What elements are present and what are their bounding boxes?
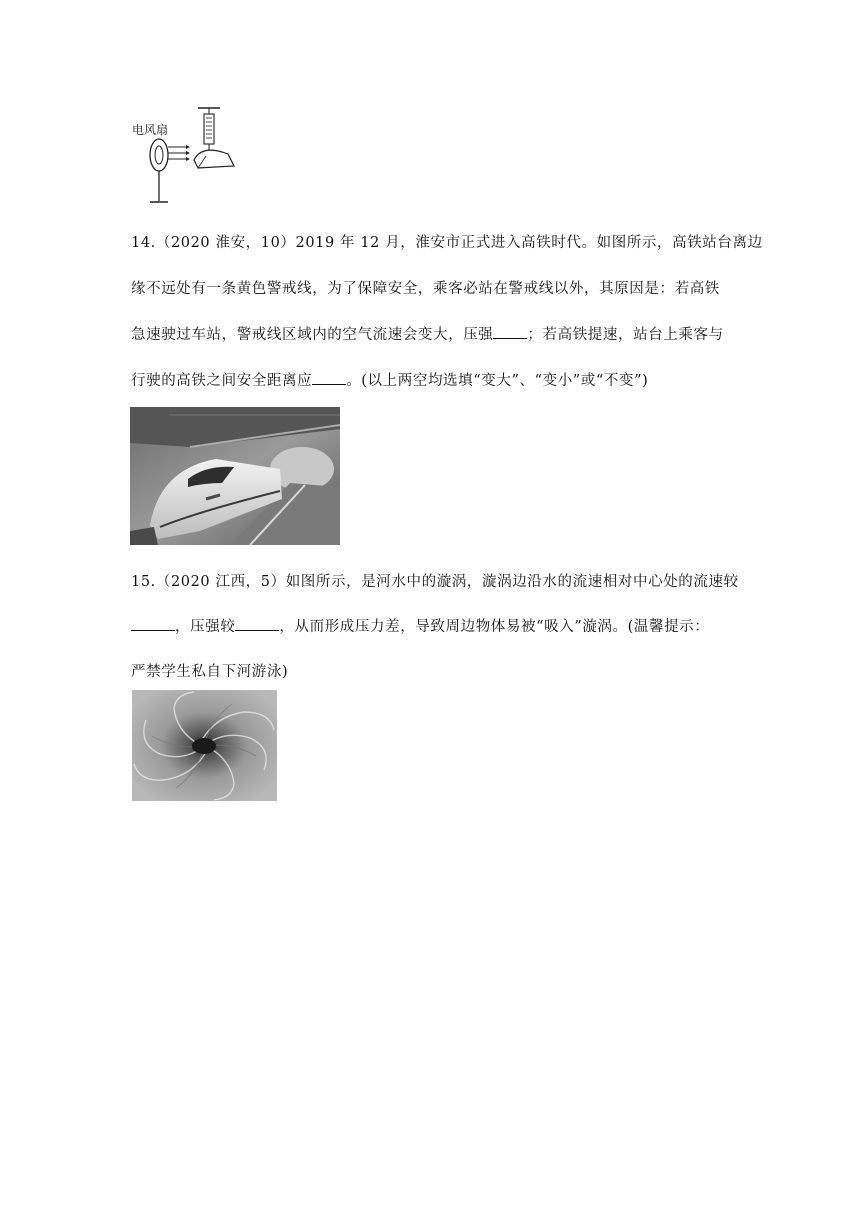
q15-line-2 bbox=[131, 615, 731, 636]
q15-line-2-text-b: ，从而形成压力差，导致周边物体易被“吸入”漩涡。(温馨提示： bbox=[279, 619, 710, 635]
q14-line-4-text-a: 行驶的高铁之间安全距离应 bbox=[131, 373, 313, 389]
q15-line-3: 严禁学生私自下河游泳) bbox=[131, 664, 289, 680]
q14-line-4 bbox=[131, 369, 731, 390]
q14-line-3-text-b: ；若高铁提速，站台上乘客与 bbox=[527, 327, 724, 343]
q14-line-1: 14.（2020 淮安，10）2019 年 12 月，淮安市正式进入高铁时代。如图所示，高铁站台离边 bbox=[131, 235, 763, 251]
q14-line-3-text-a: 急速驶过车站，警戒线区域内的空气流速会变大，压强 bbox=[131, 327, 494, 343]
q14-line-2: 缘不远处有一条黄色警戒线，为了保障安全，乘客必站在警戒线以外，其原因是：若高铁 bbox=[131, 281, 720, 297]
whirlpool-photo bbox=[132, 690, 277, 801]
electric-fan-wing-figure bbox=[128, 104, 248, 212]
answer-blank bbox=[312, 370, 346, 386]
answer-blank bbox=[235, 616, 279, 632]
q14-line-3 bbox=[131, 323, 731, 344]
q15-line-1: 15.（2020 江西，5）如图所示，是河水中的漩涡，漩涡边沿水的流速相对中心处的流速较 bbox=[131, 574, 739, 590]
q15-line-2-text-a: ，压强较 bbox=[175, 619, 236, 635]
q14-line-4-text-b: 。(以上两空均选填“变大”、“变小”或“不变”) bbox=[346, 373, 649, 389]
answer-blank bbox=[131, 616, 175, 632]
high-speed-train-photo bbox=[130, 407, 340, 545]
fan-label: 电风扇 bbox=[132, 123, 169, 137]
answer-blank bbox=[493, 324, 527, 340]
